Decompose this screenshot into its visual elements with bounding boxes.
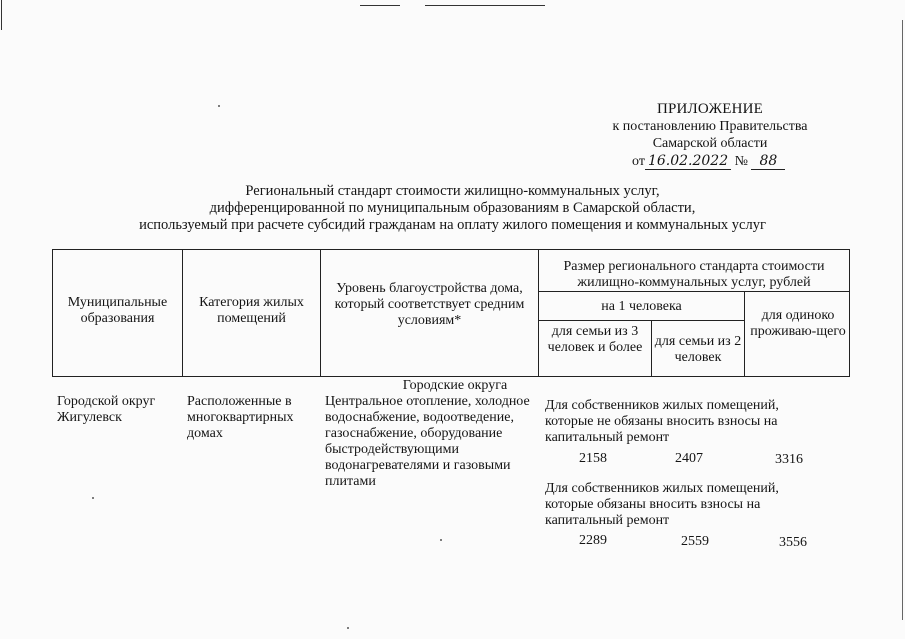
- group-2-label: Для собственников жилых помещений, которые обязаны вносить взносы на капитальный ремонт: [545, 481, 779, 528]
- header-level: Уровень благоустройства дома, который соответствует средним условиям*: [334, 281, 525, 328]
- speck: [440, 539, 442, 541]
- group-2-value-family-2: 2559: [681, 534, 709, 549]
- document-title-line-2: дифференцированной по муниципальным образованиям в Самарской области,: [209, 200, 696, 216]
- appendix-line-2: Самарской области: [652, 136, 768, 151]
- header-single: для одиноко проживаю-щего: [750, 308, 846, 339]
- appendix-date-line: [632, 153, 785, 170]
- group-2-value-single: 3556: [779, 535, 807, 550]
- header-family-3: для семьи из 3 человек и более: [547, 324, 643, 355]
- header-category: Категория жилых помещений: [199, 295, 304, 326]
- appendix-line-1: к постановлению Правительства: [612, 119, 808, 134]
- group-1-value-family-3: 2158: [579, 451, 607, 466]
- speck: [92, 497, 94, 499]
- group-1-label: Для собственников жилых помещений, которые не обязаны вносить взносы на капитальный ремонт: [545, 398, 779, 445]
- scan-mark-top-2: [425, 5, 545, 6]
- group-2-value-family-3: 2289: [579, 533, 607, 548]
- row-level: Центральное отопление, холодное водоснабжение, водоотведение, газоснабжение, оборудование быстродействующими водонагревателями и газовыми плитами: [325, 394, 530, 489]
- appendix-title: ПРИЛОЖЕНИЕ: [656, 101, 764, 117]
- group-1-value-family-2: 2407: [675, 451, 703, 466]
- scan-mark-top-1: [360, 5, 400, 6]
- appendix-header: [560, 101, 860, 152]
- speck: [347, 627, 349, 629]
- header-size: Размер регионального стандарта стоимости жилищно-коммунальных услуг, рублей: [563, 259, 825, 290]
- header-per-person: на 1 человека: [601, 299, 682, 314]
- row-category: Расположенные в многоквартирных домах: [187, 394, 294, 441]
- speck: [218, 105, 220, 107]
- header-family-2: для семьи из 2 человек: [654, 334, 742, 365]
- date-value: 16.02.2022: [645, 153, 731, 170]
- row-municipality: Городской округ Жигулевск: [57, 394, 156, 425]
- number-value: 88: [751, 153, 785, 170]
- number-sign: №: [734, 154, 748, 169]
- header-municipality: Муниципальные образования: [67, 295, 168, 326]
- scan-mark-left: [1, 0, 2, 30]
- document-title-line-3: используемый при расчете субсидий гражданам на оплату жилого помещения и коммунальных услуг: [139, 217, 766, 233]
- scan-mark-right: [902, 20, 903, 620]
- group-1-value-single: 3316: [775, 452, 803, 467]
- section-title: Городские округа: [402, 378, 508, 393]
- document-title-line-1: Региональный стандарт стоимости жилищно-коммунальных услуг,: [245, 183, 660, 199]
- date-prefix: от: [632, 154, 645, 169]
- document-title: [90, 183, 815, 234]
